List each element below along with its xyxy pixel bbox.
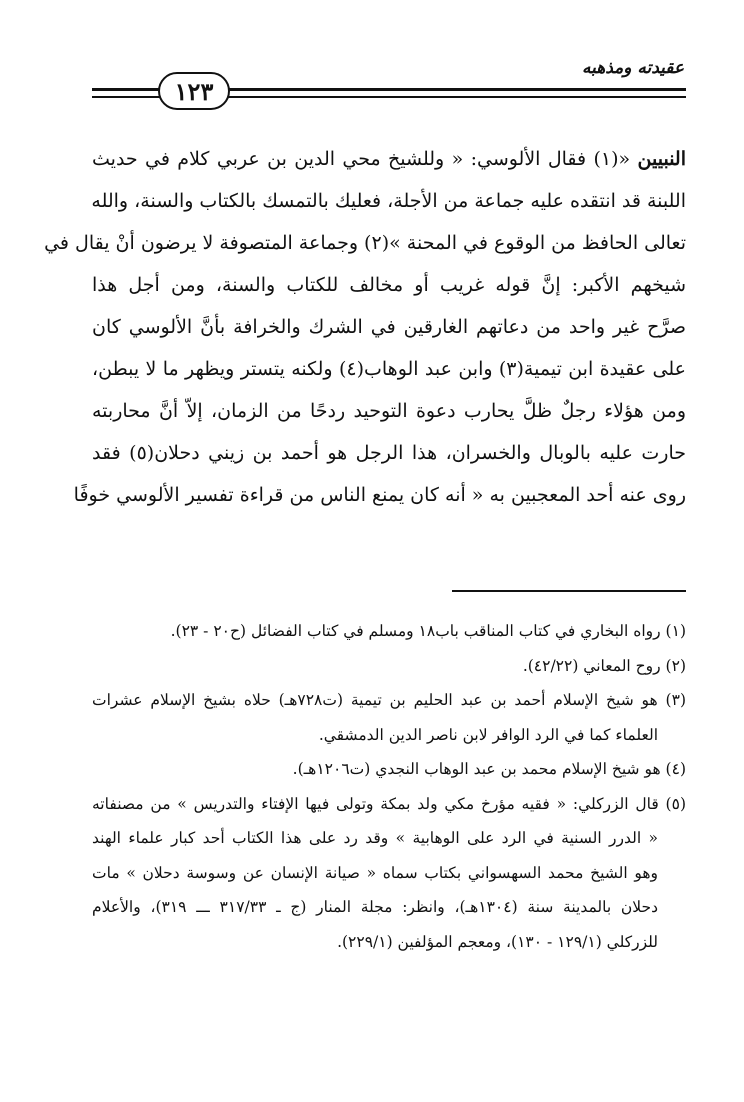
footnote-5-cont-3: دحلان بالمدينة سنة (١٣٠٤هـ)، وانظر: مجلة المنار (ج ـ ٣١٧/٣٣ ـــ ٣١٩)، والأعلام xyxy=(92,898,659,916)
footnote-4: (٤) هو شيخ الإسلام محمد بن عبد الوهاب النجدي (ت١٢٠٦هـ). xyxy=(292,760,686,778)
page-number: ١٢٣ xyxy=(158,72,230,110)
body-line-1-text: «(١) فقال الألوسي: « وللشيخ محي الدين بن عربي كلام في حديث xyxy=(92,148,631,170)
footnotes xyxy=(92,614,686,959)
footnote-3-cont: العلماء كما في الرد الوافر لابن ناصر الدين الدمشقي. xyxy=(318,725,658,744)
body-line-9: روى عنه أحد المعجبين به « أنه كان يمنع الناس من قراءة تفسير الألوسي خوفًا xyxy=(73,484,686,506)
body-line-3: تعالى الحافظ من الوقوع في المحنة »(٢) وجماعة المتصوفة لا يرضون أنْ يقال في xyxy=(44,232,686,254)
footnote-5: (٥) قال الزركلي: « فقيه مؤرخ مكي ولد بمكة وتولى فيها الإفتاء والتدريس » من مصنفاته xyxy=(92,794,686,813)
first-word: النبيين xyxy=(637,148,686,170)
body-line-1 xyxy=(92,138,686,180)
body-text xyxy=(44,138,687,516)
body-line-2: اللبنة قد انتقده عليه جماعة من الأجلة، فعليك بالتمسك بالكتاب والسنة، والله xyxy=(91,190,686,212)
body-line-5: صرَّح غير واحد من دعاتهم الغارقين في الشرك والخرافة بأنَّ الألوسي كان xyxy=(92,316,686,338)
body-line-6: على عقيدة ابن تيمية(٣) وابن عبد الوهاب(٤) ولكنه يتستر ويظهر ما لا يبطن، xyxy=(92,358,687,380)
footnote-separator xyxy=(452,590,686,592)
body-line-4: شيخهم الأكبر: إنَّ قوله غريب أو مخالف للكتاب والسنة، ومن أجل هذا xyxy=(92,274,686,296)
footnote-3: (٣) هو شيخ الإسلام أحمد بن عبد الحليم بن تيمية (ت٧٢٨هـ) حلاه بشيخ الإسلام عشرات xyxy=(92,691,686,709)
running-title: عقيدته ومذهبه xyxy=(581,58,684,78)
footnote-5-cont-4: للزركلي (١٢٩/١ - ١٣٠)، ومعجم المؤلفين (٢٢٩/١). xyxy=(337,932,658,951)
footnote-1: (١) رواه البخاري في كتاب المناقب باب١٨ ومسلم في كتاب الفضائل (ح٢٠ - ٢٣). xyxy=(170,622,686,640)
footnote-5-cont-2: وهو الشيخ محمد السهسواني بكتاب سماه « صيانة الإنسان عن وسوسة دحلان » مات xyxy=(92,863,658,882)
body-line-8: حارت عليه بالوبال والخسران، هذا الرجل هو أحمد بن زيني دحلان(٥) فقد xyxy=(92,442,687,464)
footnote-5-cont-1: « الدرر السنية في الرد على الوهابية » وقد رد على هذا الكتاب أحد كبار علماء الهند xyxy=(92,829,658,847)
footnote-2: (٢) روح المعاني (٤٢/٢٢). xyxy=(522,656,686,675)
body-line-7: ومن هؤلاء رجلٌ ظلَّ يحارب دعوة التوحيد ردحًا من الزمان، إلاّ أنَّ محاربته xyxy=(92,400,686,422)
